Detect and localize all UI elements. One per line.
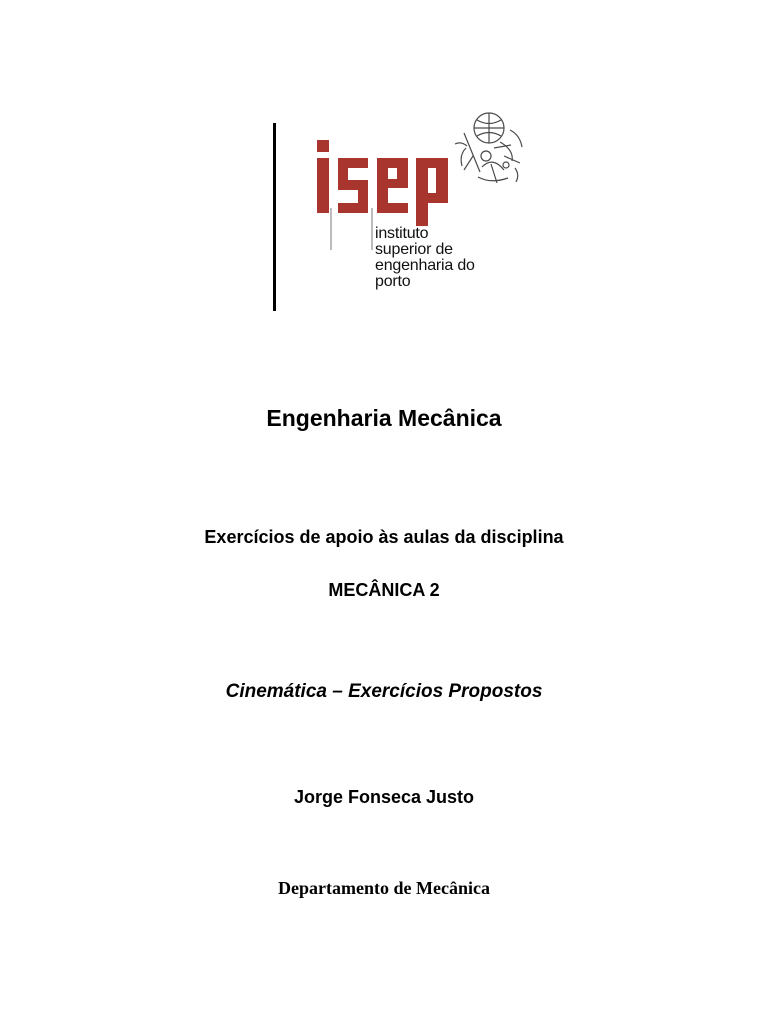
logo-text-line-3: engenharia do (375, 257, 475, 274)
department-name: Departamento de Mecânica (278, 878, 490, 898)
logo-text-line-2: superior de (375, 241, 453, 258)
isep-logo (268, 100, 538, 315)
logo-vertical-rule (273, 123, 276, 311)
isep-wordmark (317, 140, 448, 226)
logo-text-line-4: porto (375, 273, 411, 290)
isep-crest (455, 113, 522, 183)
document-title: Engenharia Mecânica (266, 405, 502, 431)
topic-title: Cinemática – Exercícios Propostos (225, 681, 543, 702)
document-subtitle: Exercícios de apoio às aulas da disciplina (204, 527, 564, 547)
logo-text-line-1: instituto (375, 225, 429, 242)
author-name: Jorge Fonseca Justo (293, 787, 475, 807)
course-name: MECÂNICA 2 (328, 580, 440, 600)
